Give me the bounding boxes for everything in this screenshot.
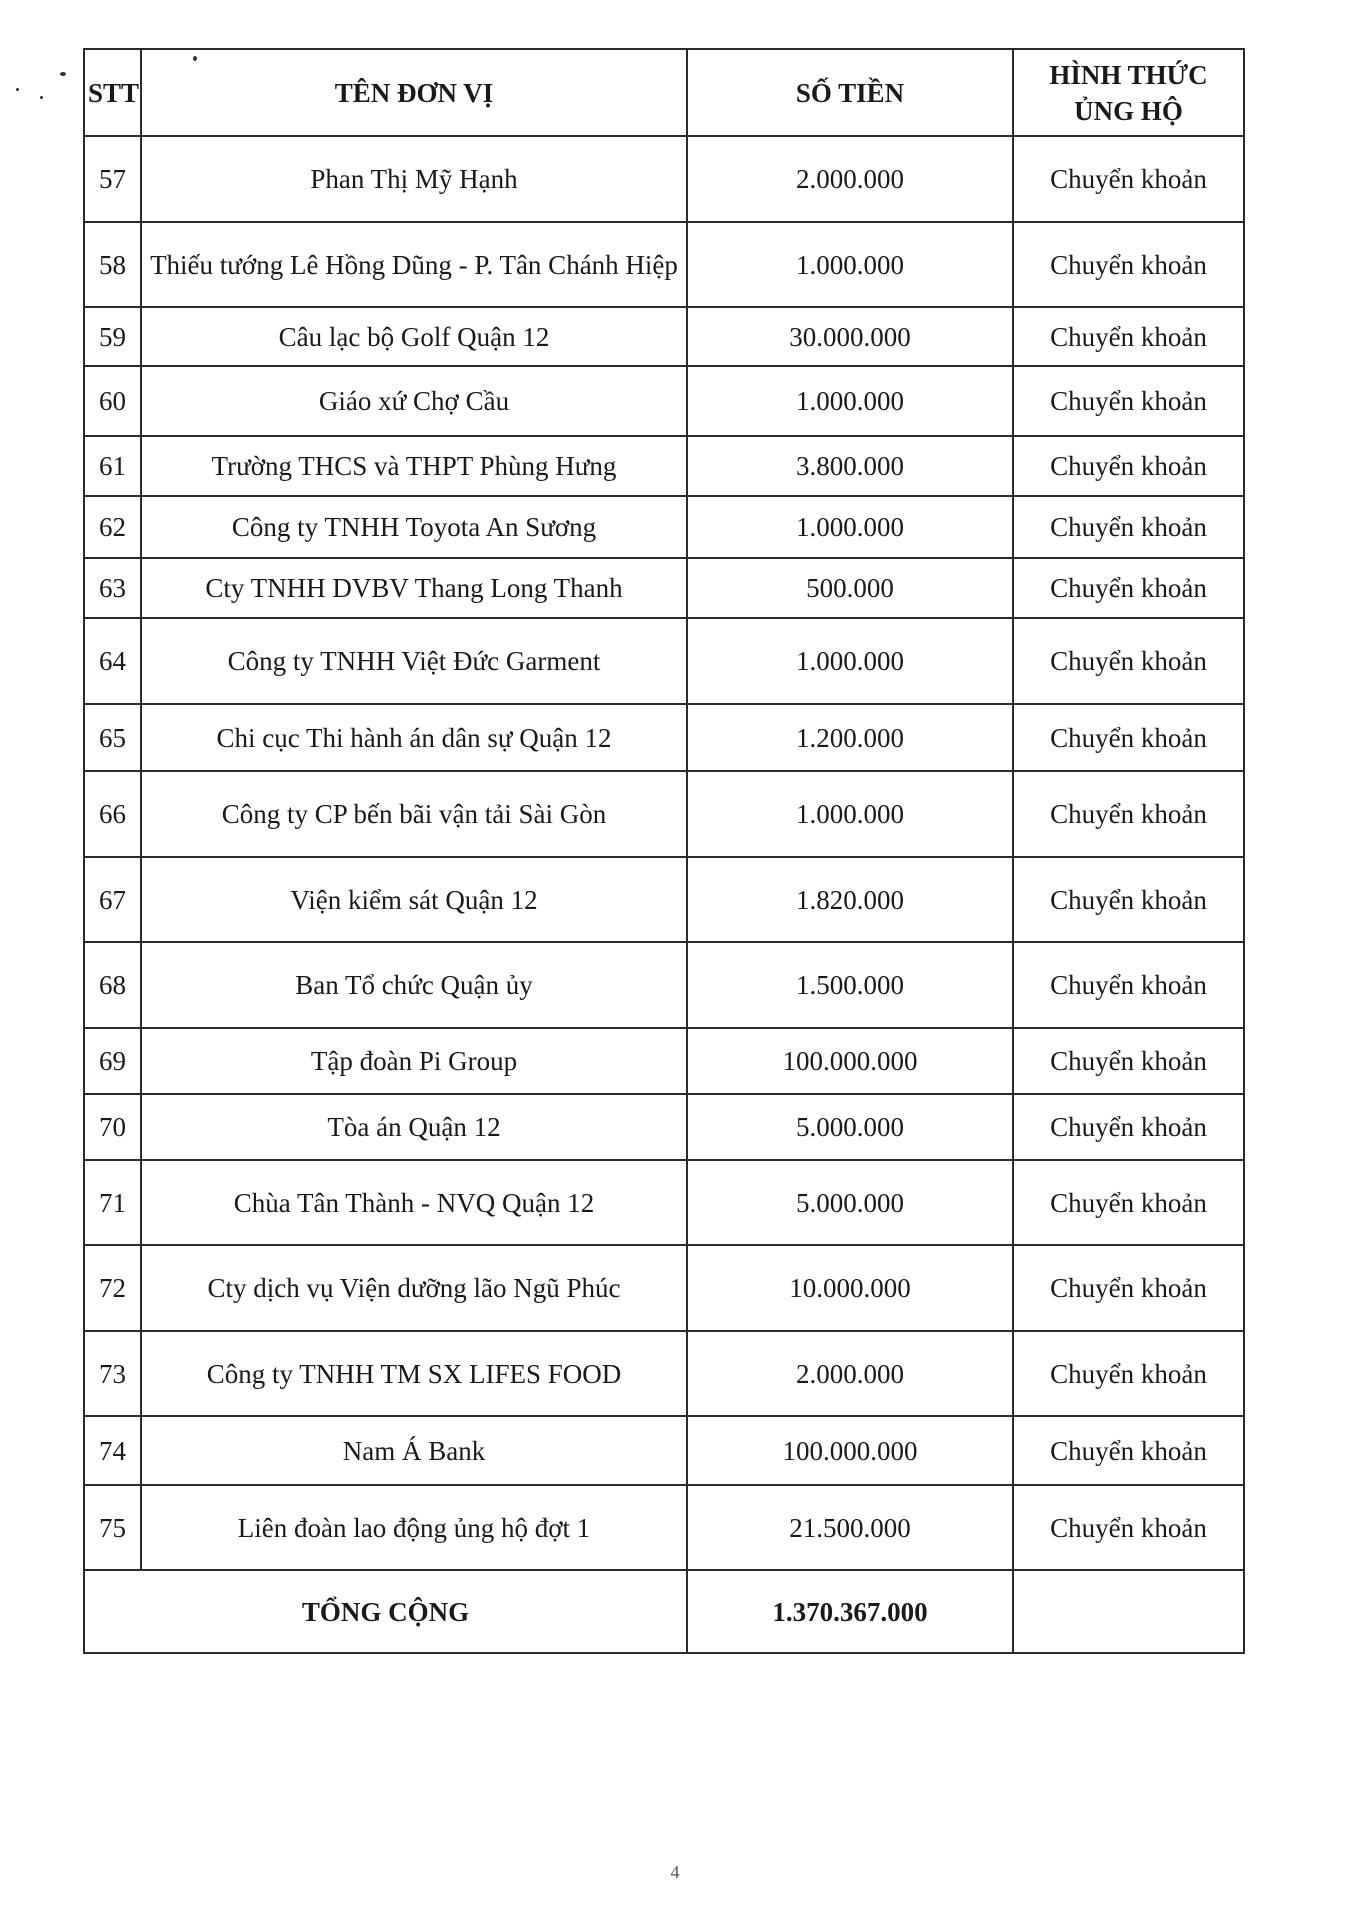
row-name: Giáo xứ Chợ Cầu [141, 366, 687, 436]
row-amount: 3.800.000 [687, 436, 1013, 496]
row-amount: 5.000.000 [687, 1094, 1013, 1160]
row-method: Chuyển khoản [1013, 136, 1244, 222]
table-row [84, 1160, 1244, 1245]
table-row [84, 704, 1244, 771]
header-name: TÊN ĐƠN VỊ [141, 49, 687, 136]
table-row [84, 942, 1244, 1028]
row-amount: 2.000.000 [687, 1331, 1013, 1416]
row-amount: 1.000.000 [687, 222, 1013, 307]
header-stt: STT [84, 49, 141, 136]
row-amount: 21.500.000 [687, 1485, 1013, 1570]
row-name: Cty TNHH DVBV Thang Long Thanh [141, 558, 687, 618]
row-method: Chuyển khoản [1013, 618, 1244, 704]
row-method: Chuyển khoản [1013, 307, 1244, 366]
header-method [1013, 49, 1244, 136]
row-method: Chuyển khoản [1013, 771, 1244, 857]
table-row [84, 618, 1244, 704]
row-amount: 5.000.000 [687, 1160, 1013, 1245]
row-name: Công ty TNHH TM SX LIFES FOOD [141, 1331, 687, 1416]
row-amount: 30.000.000 [687, 307, 1013, 366]
total-label: TỔNG CỘNG [84, 1570, 687, 1653]
row-name: Cty dịch vụ Viện dưỡng lão Ngũ Phúc [141, 1245, 687, 1331]
table-row [84, 366, 1244, 436]
row-stt: 57 [84, 136, 141, 222]
row-method: Chuyển khoản [1013, 1331, 1244, 1416]
row-name: Công ty TNHH Toyota An Sương [141, 496, 687, 558]
row-stt: 70 [84, 1094, 141, 1160]
table-row [84, 1416, 1244, 1485]
row-amount: 1.820.000 [687, 857, 1013, 942]
scan-speck [16, 88, 19, 91]
row-stt: 64 [84, 618, 141, 704]
row-stt: 58 [84, 222, 141, 307]
header-method-line1: HÌNH THỨC [1049, 59, 1208, 90]
row-stt: 75 [84, 1485, 141, 1570]
table-row [84, 1245, 1244, 1331]
table-row [84, 307, 1244, 366]
row-name: Trường THCS và THPT Phùng Hưng [141, 436, 687, 496]
table-row [84, 1331, 1244, 1416]
table-row [84, 1485, 1244, 1570]
row-method: Chuyển khoản [1013, 857, 1244, 942]
table-row [84, 558, 1244, 618]
row-method: Chuyển khoản [1013, 1416, 1244, 1485]
row-amount: 1.000.000 [687, 771, 1013, 857]
row-amount: 100.000.000 [687, 1416, 1013, 1485]
row-amount: 10.000.000 [687, 1245, 1013, 1331]
row-amount: 1.000.000 [687, 496, 1013, 558]
row-stt: 67 [84, 857, 141, 942]
page-number: 4 [670, 1862, 680, 1882]
table-row [84, 436, 1244, 496]
table-row [84, 1094, 1244, 1160]
row-method: Chuyển khoản [1013, 942, 1244, 1028]
header-method-line2: ỦNG HỘ [1074, 95, 1183, 126]
row-method: Chuyển khoản [1013, 366, 1244, 436]
row-stt: 68 [84, 942, 141, 1028]
row-method: Chuyển khoản [1013, 436, 1244, 496]
row-name: Công ty CP bến bãi vận tải Sài Gòn [141, 771, 687, 857]
row-stt: 63 [84, 558, 141, 618]
table-row [84, 771, 1244, 857]
row-amount: 1.000.000 [687, 366, 1013, 436]
row-stt: 61 [84, 436, 141, 496]
row-name: Nam Á Bank [141, 1416, 687, 1485]
row-stt: 60 [84, 366, 141, 436]
row-stt: 71 [84, 1160, 141, 1245]
total-method [1013, 1570, 1244, 1653]
row-stt: 62 [84, 496, 141, 558]
row-amount: 2.000.000 [687, 136, 1013, 222]
row-amount: 1.200.000 [687, 704, 1013, 771]
row-name: Thiếu tướng Lê Hồng Dũng - P. Tân Chánh Hiệp [141, 222, 687, 307]
row-method: Chuyển khoản [1013, 704, 1244, 771]
table-row [84, 1028, 1244, 1094]
row-method: Chuyển khoản [1013, 496, 1244, 558]
row-stt: 66 [84, 771, 141, 857]
row-name: Câu lạc bộ Golf Quận 12 [141, 307, 687, 366]
row-name: Công ty TNHH Việt Đức Garment [141, 618, 687, 704]
header-amount: SỐ TIỀN [687, 49, 1013, 136]
row-stt: 65 [84, 704, 141, 771]
row-stt: 69 [84, 1028, 141, 1094]
row-stt: 74 [84, 1416, 141, 1485]
row-stt: 72 [84, 1245, 141, 1331]
row-stt: 59 [84, 307, 141, 366]
table-header-row [84, 49, 1244, 136]
donation-table [83, 48, 1245, 1654]
total-amount: 1.370.367.000 [687, 1570, 1013, 1653]
total-row [84, 1570, 1244, 1653]
row-name: Liên đoàn lao động ủng hộ đợt 1 [141, 1485, 687, 1570]
row-name: Viện kiểm sát Quận 12 [141, 857, 687, 942]
row-name: Chi cục Thi hành án dân sự Quận 12 [141, 704, 687, 771]
row-method: Chuyển khoản [1013, 1028, 1244, 1094]
row-amount: 100.000.000 [687, 1028, 1013, 1094]
row-stt: 73 [84, 1331, 141, 1416]
row-method: Chuyển khoản [1013, 222, 1244, 307]
row-name: Ban Tổ chức Quận ủy [141, 942, 687, 1028]
table-row [84, 496, 1244, 558]
row-method: Chuyển khoản [1013, 1485, 1244, 1570]
row-method: Chuyển khoản [1013, 1160, 1244, 1245]
row-name: Phan Thị Mỹ Hạnh [141, 136, 687, 222]
row-amount: 500.000 [687, 558, 1013, 618]
row-method: Chuyển khoản [1013, 1245, 1244, 1331]
table-row [84, 136, 1244, 222]
table-row [84, 222, 1244, 307]
scan-speck [60, 72, 66, 76]
row-amount: 1.500.000 [687, 942, 1013, 1028]
row-method: Chuyển khoản [1013, 558, 1244, 618]
row-name: Tập đoàn Pi Group [141, 1028, 687, 1094]
row-name: Chùa Tân Thành - NVQ Quận 12 [141, 1160, 687, 1245]
table-row [84, 857, 1244, 942]
row-amount: 1.000.000 [687, 618, 1013, 704]
row-method: Chuyển khoản [1013, 1094, 1244, 1160]
row-name: Tòa án Quận 12 [141, 1094, 687, 1160]
scan-speck [40, 96, 43, 99]
